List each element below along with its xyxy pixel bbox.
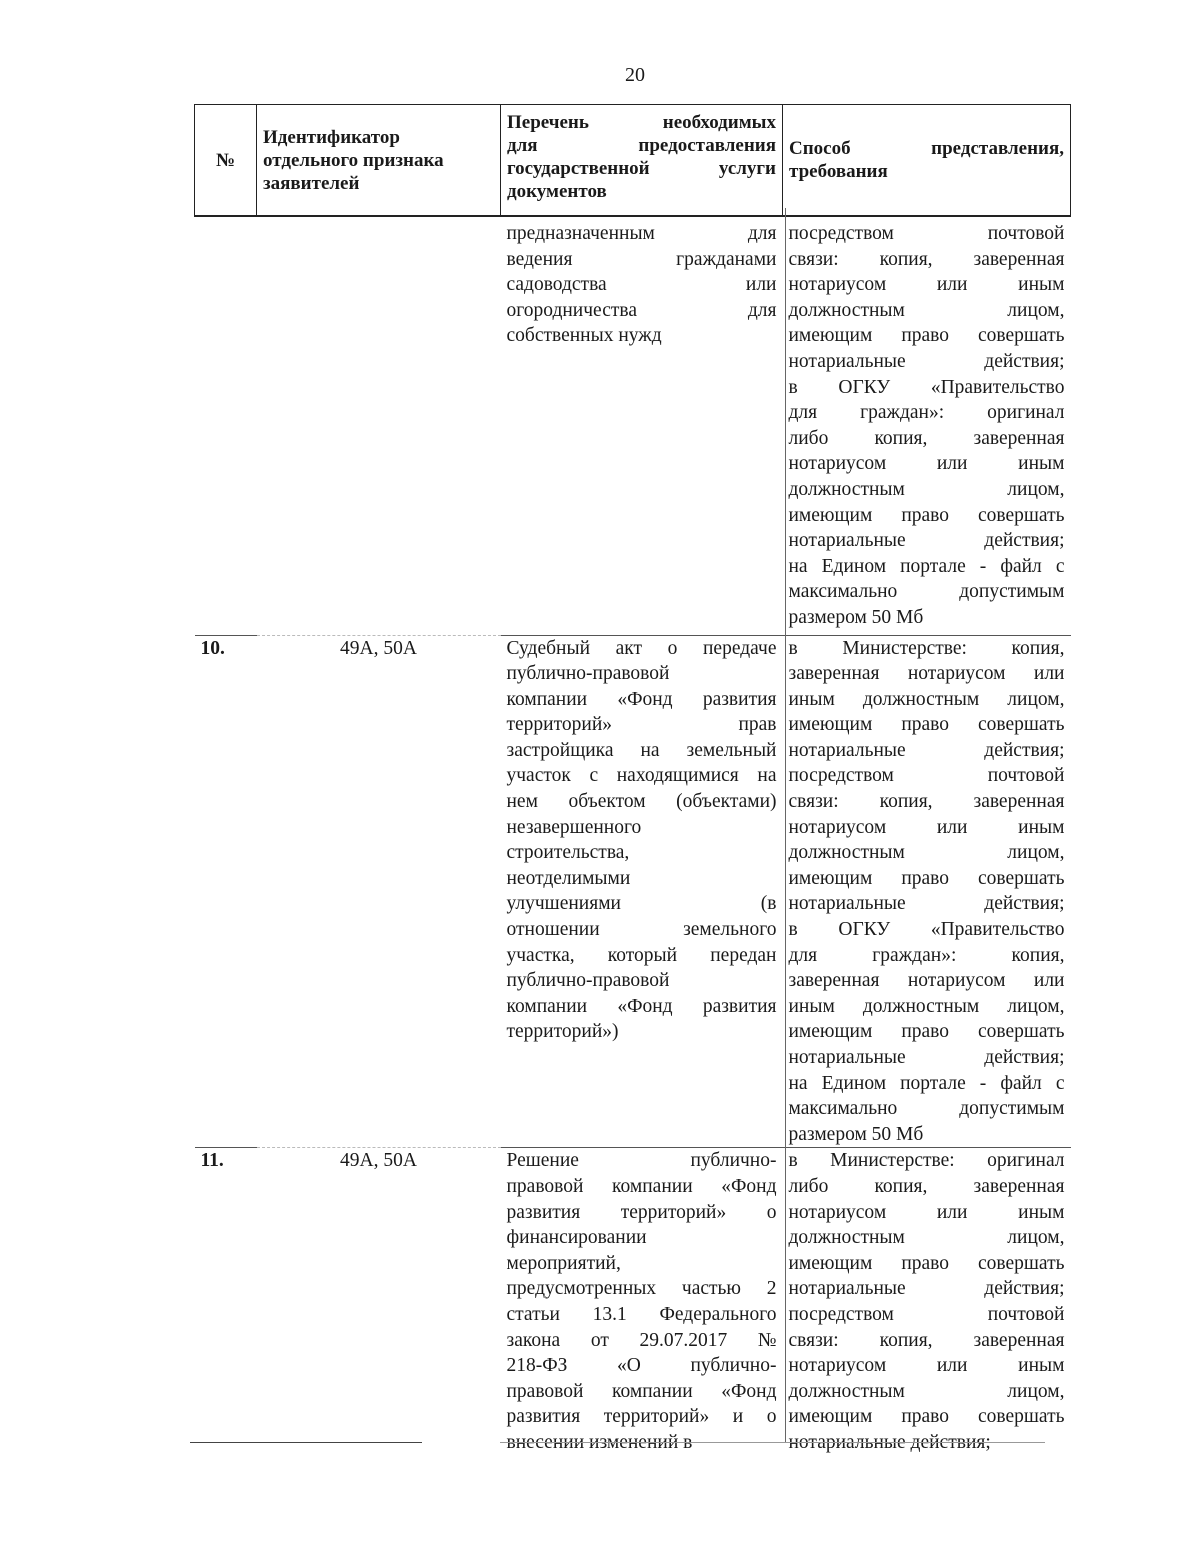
cell-line: 218-ФЗ «О публично- bbox=[506, 1355, 777, 1377]
cell-line: в Министерстве: оригинал bbox=[788, 1150, 1065, 1172]
cell-line: иным должностным лицом, bbox=[788, 995, 1065, 1017]
cell-line: нотариусом или иным bbox=[788, 1201, 1065, 1223]
cell-line: нотариусом или иным bbox=[788, 274, 1065, 296]
cell-line: компании «Фонд развития bbox=[506, 995, 777, 1017]
row-documents bbox=[501, 1148, 783, 1456]
row-identifier bbox=[257, 216, 501, 635]
cell-line: связи: копия, заверенная bbox=[788, 248, 1065, 270]
cell-line: нотариальные действия; bbox=[788, 1047, 1065, 1068]
header-num: № bbox=[195, 105, 257, 217]
cell-line: размером 50 Мб bbox=[788, 606, 924, 628]
cell-line: отношении земельного bbox=[506, 919, 777, 941]
cell-line: внесении изменений в bbox=[506, 1431, 693, 1453]
cell-line: заверенная нотариусом или bbox=[788, 970, 1065, 992]
row-method bbox=[783, 1148, 1071, 1456]
cell-line: нотариальные действия; bbox=[788, 893, 1065, 915]
cell-line: связи: копия, заверенная bbox=[788, 1329, 1065, 1351]
cell-line: нотариальные действия; bbox=[788, 739, 1065, 761]
cell-line: имеющим право совершать bbox=[788, 1406, 1065, 1428]
cell-line: Судебный акт о передаче bbox=[506, 637, 777, 659]
cell-line: размером 50 Мб bbox=[788, 1123, 924, 1145]
cell-line: посредством почтовой bbox=[788, 765, 1065, 787]
cell-line: Решение публично- bbox=[506, 1150, 777, 1172]
cell-line: заверенная нотариусом или bbox=[788, 663, 1065, 685]
cell-line: должностным лицом, bbox=[788, 1227, 1065, 1249]
cell-line: предназначенным для bbox=[506, 223, 777, 244]
table-row bbox=[195, 1148, 1071, 1456]
row-identifier: 49А, 50А bbox=[257, 1148, 501, 1456]
documents-table bbox=[194, 104, 1071, 1456]
cell-line: на Едином портале - файл с bbox=[788, 1072, 1065, 1094]
cell-line: развития территорий» о bbox=[506, 1201, 777, 1223]
cell-line: максимально допустимым bbox=[788, 1098, 1065, 1120]
cell-line: развития территорий» и о bbox=[506, 1406, 777, 1428]
cell-line: посредством почтовой bbox=[788, 1303, 1065, 1325]
cell-line: на Едином портале - файл с bbox=[788, 555, 1065, 577]
header-documents-line: для предоставления bbox=[507, 135, 776, 156]
cell-line: имеющим право совершать bbox=[788, 325, 1065, 347]
cell-line: территорий» прав bbox=[506, 714, 777, 736]
cell-line: публично-правовой bbox=[506, 663, 670, 685]
cell-line: должностным лицом, bbox=[788, 1380, 1065, 1402]
cell-line: должностным лицом, bbox=[788, 299, 1065, 321]
column-divider bbox=[785, 208, 786, 1442]
cell-line: иным должностным лицом, bbox=[788, 688, 1065, 710]
cell-line: территорий») bbox=[506, 1021, 619, 1043]
cell-line: имеющим право совершать bbox=[788, 714, 1065, 736]
bottom-rule bbox=[500, 1442, 1045, 1443]
cell-line: неотделимыми bbox=[506, 867, 631, 889]
cell-line: предусмотренных частью 2 bbox=[506, 1278, 777, 1300]
cell-line: имеющим право совершать bbox=[788, 1252, 1065, 1274]
cell-line: огородничества для bbox=[506, 299, 777, 321]
cell-line: в ОГКУ «Правительство bbox=[788, 919, 1065, 941]
row-num bbox=[195, 216, 257, 635]
bottom-rule bbox=[190, 1442, 422, 1443]
row-method bbox=[783, 216, 1071, 635]
header-documents-line: Перечень необходимых bbox=[507, 112, 776, 133]
cell-line: застройщика на земельный bbox=[506, 739, 777, 761]
cell-line: для граждан»: оригинал bbox=[788, 402, 1065, 424]
header-method: Способ представления, требования bbox=[783, 105, 1071, 217]
cell-line: нотариальные действия; bbox=[788, 1278, 1065, 1300]
cell-line: публично-правовой bbox=[506, 970, 670, 992]
row-num: 11. bbox=[195, 1148, 257, 1456]
cell-line: в Министерстве: копия, bbox=[788, 637, 1065, 659]
cell-line: нотариальные действия; bbox=[788, 350, 1065, 372]
cell-line: посредством почтовой bbox=[788, 223, 1065, 244]
cell-line: статьи 13.1 Федерального bbox=[506, 1303, 777, 1325]
cell-line: связи: копия, заверенная bbox=[788, 791, 1065, 813]
row-documents bbox=[501, 635, 783, 1148]
cell-line: нем объектом (объектами) bbox=[506, 791, 777, 813]
cell-line: для граждан»: копия, bbox=[788, 944, 1065, 966]
cell-line: нотариальные действия; bbox=[788, 1431, 991, 1453]
cell-line: строительства, bbox=[506, 842, 630, 864]
row-documents bbox=[501, 216, 783, 635]
cell-line: мероприятий, bbox=[506, 1252, 621, 1274]
cell-line: правовой компании «Фонд bbox=[506, 1380, 777, 1402]
cell-line: либо копия, заверенная bbox=[788, 427, 1065, 449]
cell-line: должностным лицом, bbox=[788, 842, 1065, 864]
cell-line: финансировании bbox=[506, 1227, 647, 1249]
row-method bbox=[783, 635, 1071, 1148]
cell-line: участок с находящимися на bbox=[506, 765, 777, 787]
cell-line: ведения гражданами bbox=[506, 248, 777, 270]
cell-line: правовой компании «Фонд bbox=[506, 1175, 777, 1197]
table-header-row bbox=[195, 105, 1071, 217]
header-documents-line: государственной услуги bbox=[507, 158, 776, 179]
cell-line: либо копия, заверенная bbox=[788, 1175, 1065, 1197]
cell-line: максимально допустимым bbox=[788, 581, 1065, 603]
cell-line: улучшениями (в bbox=[506, 893, 777, 915]
cell-line: имеющим право совершать bbox=[788, 867, 1065, 889]
cell-line: должностным лицом, bbox=[788, 478, 1065, 500]
cell-line: имеющим право совершать bbox=[788, 504, 1065, 526]
header-documents bbox=[501, 105, 783, 217]
cell-line: незавершенного bbox=[506, 816, 642, 838]
cell-line: нотариусом или иным bbox=[788, 1355, 1065, 1377]
table-row bbox=[195, 635, 1071, 1148]
cell-line: имеющим право совершать bbox=[788, 1021, 1065, 1043]
row-identifier: 49А, 50А bbox=[257, 635, 501, 1148]
row-num: 10. bbox=[195, 635, 257, 1148]
cell-line: нотариусом или иным bbox=[788, 453, 1065, 475]
table-row bbox=[195, 216, 1071, 635]
cell-line: компании «Фонд развития bbox=[506, 688, 777, 710]
cell-line: садоводства или bbox=[506, 274, 777, 296]
cell-line: участка, который передан bbox=[506, 944, 777, 966]
page-number: 20 bbox=[625, 64, 645, 86]
cell-line: нотариусом или иным bbox=[788, 816, 1065, 838]
cell-line: собственных нужд bbox=[506, 325, 662, 347]
header-identifier: Идентификатор отдельного признака заявителей bbox=[257, 105, 501, 217]
header-documents-line: документов bbox=[507, 181, 607, 202]
cell-line: в ОГКУ «Правительство bbox=[788, 376, 1065, 398]
cell-line: закона от 29.07.2017 № bbox=[506, 1329, 777, 1351]
cell-line: нотариальные действия; bbox=[788, 530, 1065, 552]
